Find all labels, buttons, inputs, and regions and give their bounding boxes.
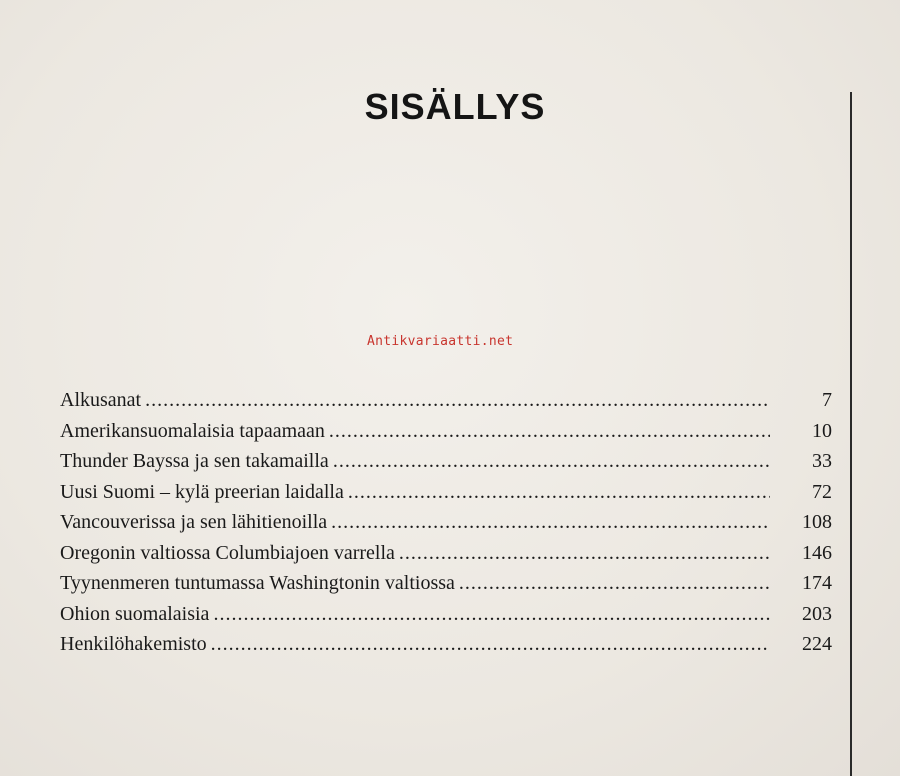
toc-entry-title: Henkilöhakemisto [60, 633, 207, 655]
toc-leader-dots [333, 450, 770, 473]
toc-leader-dots [211, 633, 770, 656]
toc-leader-dots [348, 481, 770, 504]
toc-entry-title: Oregonin valtiossa Columbiajoen varrella [60, 541, 395, 564]
page-title: SISÄLLYS [364, 86, 546, 127]
toc-leader-dots [331, 511, 770, 534]
toc-entry[interactable] [60, 420, 832, 451]
toc-entry-page: 174 [802, 572, 832, 594]
toc-entry-page: 7 [822, 389, 832, 411]
toc-leader-dots [145, 389, 770, 412]
toc-entry-page: 108 [802, 511, 832, 533]
toc-entry-title: Uusi Suomi – kylä preerian laidalla [60, 480, 344, 503]
watermark: Antikvariaatti.net [367, 334, 514, 349]
toc-entry[interactable] [60, 603, 832, 634]
toc-entry-page: 33 [812, 450, 832, 472]
toc-entry-title: Alkusanat [60, 389, 142, 411]
toc-leader-dots [329, 420, 770, 443]
toc-entry-title: Tyynenmeren tuntumassa Washingtonin valtiossa [60, 572, 455, 594]
toc-entry[interactable] [60, 633, 832, 664]
toc-entry-page: 146 [802, 541, 832, 564]
toc-entry-page: 224 [802, 633, 832, 655]
toc-entry-page: 10 [812, 419, 832, 442]
toc-entry[interactable] [60, 450, 832, 481]
toc-entry-page: 203 [802, 602, 832, 625]
toc-entry[interactable] [60, 572, 832, 603]
toc-leader-dots [213, 603, 770, 626]
toc-leader-dots [399, 542, 770, 565]
toc-entry-title: Vancouverissa ja sen lähitienoilla [60, 511, 328, 533]
toc-entry[interactable] [60, 389, 832, 420]
table-of-contents [60, 389, 832, 664]
toc-entry[interactable] [60, 542, 832, 573]
toc-entry-title: Thunder Bayssa ja sen takamailla [60, 450, 329, 472]
toc-leader-dots [459, 572, 770, 595]
page-edge-line [850, 92, 852, 776]
toc-entry[interactable] [60, 481, 832, 512]
toc-entry-title: Ohion suomalaisia [60, 602, 210, 625]
toc-entry-title: Amerikansuomalaisia tapaamaan [60, 419, 325, 442]
toc-entry[interactable] [60, 511, 832, 542]
toc-entry-page: 72 [812, 480, 832, 503]
